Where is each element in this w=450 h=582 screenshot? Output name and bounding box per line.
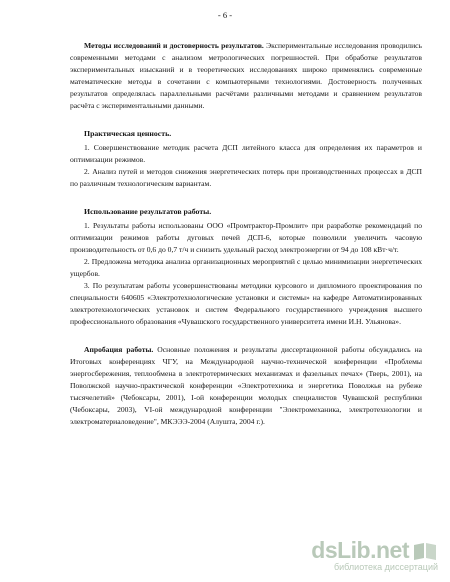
approbation-title: Апробация работы.: [84, 345, 154, 354]
watermark-subtitle: библиотека диссертаций: [333, 562, 438, 572]
usage-item-3: 3. По результатам работы усовершенствованы методики курсового и дипломного проектирования по специальности 640605 «Электротехнологические установки и системы» на кафедре Автоматизированных электротехнологических установок и систем Федерального государственного учреждения высшего профессионального образования «Чувашского государственного университета имени И.Н. Ульянова».: [70, 281, 422, 326]
methods-paragraph: [70, 40, 422, 112]
practical-item-2: 2. Анализ путей и методов снижения энергетических потерь при производственных процессах в ДСП по различным технологическим вариантам.: [70, 167, 422, 188]
usage-heading: Использование результатов работы.: [84, 207, 212, 216]
usage-item-1: 1. Результаты работы использованы ООО «Промтрактор-Промлит» при разработке рекомендаций по оптимизации режимов работы дуговых печей ДСП-6, которые позволили увеличить часовую производительность от 0,6 до 0,7 т/ч и снизить удельный расход электроэнергии от 94 до 108 кВт·ч/т.: [70, 221, 422, 254]
book-icon: [412, 541, 438, 561]
document-body: [70, 40, 422, 428]
practical-item-1: 1. Совершенствование методик расчета ДСП литейного класса для определения их параметров и оптимизации режимов.: [70, 143, 422, 164]
watermark-logo: dsLib.net: [311, 537, 409, 563]
dslib-watermark: [288, 537, 438, 572]
page-number: - 6 -: [217, 10, 233, 20]
approbation-text: Основные положения и результаты диссертационной работы обсуждались на Итоговых конференциях ЧГУ, на Международной научно-технической конференции «Проблемы энергосбережения, теплообмена в электротермических механизмах и фазельных печах» (Тверь, 2001), на Поволжской научно-практической конференции «Электротехника и энергетика Поволжья на рубеже тысячелетий» (Чебоксары, 2001), I-ой конференции молодых специалистов Чувашской республики (Чебоксары, 2003), VI-ой международной конференции "Электромеханика, электротехнологии и электроматериаловедение", МКЭЭЭ-2004 (Алушта, 2004 г.).: [70, 345, 423, 426]
practical-heading: Практическая ценность.: [84, 129, 172, 138]
methods-title: Методы исследований и достоверность результатов.: [84, 41, 264, 50]
methods-text: Экспериментальные исследования проводились современными методами с анализом метрологических погрешностей. При обработке результатов экспериментальных изысканий и в теоретических исследованиях широко применялись современные математические методы в сочетании с компьютерными технологиями. Достоверность полученных результатов определялась параллельными расчётами различными методами и сравнением результатов расчёта с экспериментальными данными.: [70, 41, 422, 110]
approbation-paragraph: [70, 344, 422, 428]
usage-item-2: 2. Предложена методика анализа организационных мероприятий с целью минимизации энергетических ущербов.: [70, 257, 422, 278]
